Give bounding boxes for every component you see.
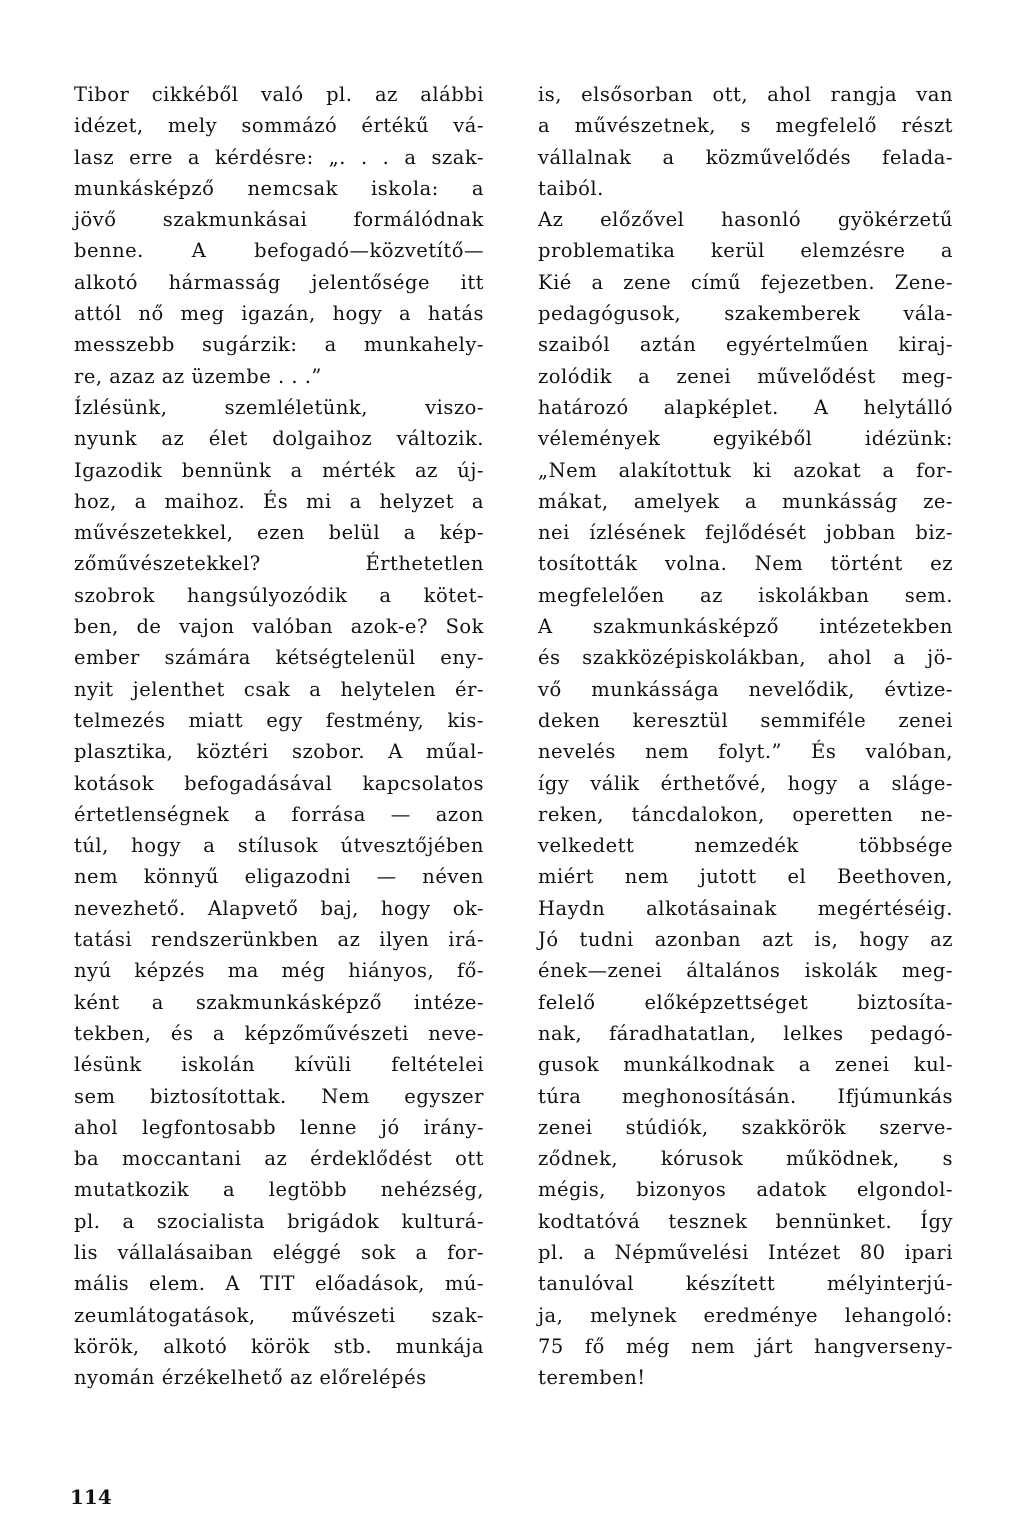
text-line: telmezés miatt egy festmény, kis- [74, 708, 484, 732]
text-line: szobrok hangsúlyozódik a kötet- [74, 583, 484, 607]
page-number: 114 [70, 1485, 112, 1509]
text-line: mutatkozik a legtöbb nehézség, [74, 1178, 484, 1202]
text-line: 75 fő még nem járt hangverseny- [538, 1334, 953, 1358]
text-line: pl. a Népművelési Intézet 80 ipari [538, 1240, 953, 1264]
text-line: tosították volna. Nem történt ez [538, 552, 953, 576]
text-line: nyunk az élet dolgaihoz változik. [74, 427, 484, 451]
text-line: jövő szakmunkásai formálódnak [74, 208, 484, 232]
text-line: nyit jelenthet csak a helytelen ér- [74, 677, 484, 701]
text-line: Tibor cikkéből való pl. az alábbi [74, 83, 484, 106]
text-line: Az előzővel hasonló gyökérzetű [538, 208, 953, 232]
text-line: miért nem jutott el Beethoven, [538, 865, 953, 889]
text-line: ének—zenei általános iskolák meg- [538, 959, 953, 983]
text-line: szaiból aztán egyértelműen kiraj- [538, 333, 953, 357]
text-line: ként a szakmunkásképző intéze- [74, 990, 484, 1014]
text-line: mégis, bizonyos adatok elgondol- [538, 1178, 953, 1202]
text-line: megfelelően az iskolákban sem. [538, 583, 953, 607]
text-line: értetlenségnek a forrása — azon [74, 802, 484, 826]
text-line: mális elem. A TIT előadások, mú- [74, 1272, 484, 1296]
text-line: alkotó hármasság jelentősége itt [74, 270, 484, 294]
left-text-column [74, 79, 484, 1393]
text-line: a művészetnek, s megfelelő részt [538, 114, 953, 138]
text-line: pl. a szocialista brigádok kulturá- [74, 1209, 484, 1233]
text-line: gusok munkálkodnak a zenei kul- [538, 1053, 953, 1077]
text-line: ződnek, kórusok működnek, s [538, 1147, 953, 1171]
text-line: túl, hogy a stílusok útvesztőjében [74, 834, 484, 858]
text-line: így válik érthetővé, hogy a sláge- [538, 771, 953, 795]
text-line: nak, fáradhatatlan, lelkes pedagó- [538, 1021, 953, 1045]
text-line: és szakközépiskolákban, ahol a jö- [538, 646, 953, 670]
text-line: vélemények egyikéből idézünk: [538, 427, 953, 451]
text-line: zolódik a zenei művelődést meg- [538, 364, 953, 388]
text-line: ja, melynek eredménye lehangoló: [538, 1303, 953, 1327]
text-line: teremben! [538, 1366, 646, 1390]
text-line: művészetekkel, ezen belül a kép- [74, 521, 484, 545]
text-line: túra meghonosításán. Ifjúmunkás [538, 1084, 953, 1108]
text-line: deken keresztül semmiféle zenei [538, 708, 953, 732]
text-line: vállalnak a közművelődés felada- [538, 145, 953, 169]
text-line: határozó alapképlet. A helytálló [538, 395, 953, 419]
text-line: Igazodik bennünk a mérték az új- [74, 458, 484, 482]
text-line: pedagógusok, szakemberek vála- [538, 302, 953, 326]
right-text-column [538, 79, 953, 1393]
text-line: vő munkássága nevelődik, évtize- [538, 677, 953, 701]
text-line: lésünk iskolán kívüli feltételei [74, 1053, 484, 1077]
text-line: kodtatóvá tesznek bennünket. Így [538, 1209, 953, 1233]
text-line: nevezhető. Alapvető baj, hogy ok- [74, 896, 484, 920]
text-line: idézet, mely sommázó értékű vá- [74, 114, 484, 138]
text-line: zenei stúdiók, szakkörök szerve- [538, 1115, 953, 1139]
text-line: lis vállalásaiban eléggé sok a for- [74, 1240, 484, 1264]
text-line: nevelés nem folyt.” És valóban, [538, 740, 953, 764]
text-line: lasz erre a kérdésre: „. . . a szak- [74, 145, 484, 169]
text-line: sem biztosítottak. Nem egyszer [74, 1084, 484, 1108]
text-line: felelő előképzettséget biztosíta- [538, 990, 953, 1014]
text-line: tanulóval készített mélyinterjú- [538, 1272, 953, 1296]
text-line: mákat, amelyek a munkásság ze- [538, 489, 953, 513]
text-line: Haydn alkotásainak megértéséig. [538, 896, 953, 920]
text-line: nyomán érzékelhető az előrelépés [74, 1366, 427, 1390]
text-line: plasztika, köztéri szobor. A műal- [74, 740, 484, 764]
text-line: A szakmunkásképző intézetekben [538, 615, 953, 639]
text-line: taiból. [538, 176, 604, 200]
text-line: Jó tudni azonban azt is, hogy az [538, 928, 953, 952]
text-line: reken, táncdalokon, operetten ne- [538, 802, 953, 826]
text-line: nei ízlésének fejlődését jobban biz- [538, 521, 953, 545]
text-line: ba moccantani az érdeklődést ott [74, 1147, 484, 1171]
text-line: „Nem alakítottuk ki azokat a for- [538, 458, 953, 482]
text-line: ben, de vajon valóban azok-e? Sok [74, 615, 484, 639]
text-line: attól nő meg igazán, hogy a hatás [74, 302, 484, 326]
text-line: nem könnyű eligazodni — néven [74, 865, 484, 889]
text-line: velkedett nemzedék többsége [538, 834, 953, 858]
text-line: zőművészetekkel? Érthetetlen [74, 552, 484, 576]
text-line: problematika kerül elemzésre a [538, 239, 953, 263]
text-line: körök, alkotó körök stb. munkája [74, 1334, 484, 1358]
text-line: Ízlésünk, szemléletünk, viszo- [74, 395, 484, 419]
text-line: Kié a zene című fejezetben. Zene- [538, 270, 953, 294]
text-line: ahol legfontosabb lenne jó irány- [74, 1115, 484, 1139]
text-line: kotások befogadásával kapcsolatos [74, 771, 484, 795]
text-line: ember számára kétségtelenül eny- [74, 646, 484, 670]
text-line: hoz, a maihoz. És mi a helyzet a [74, 489, 484, 513]
text-line: re, azaz az üzembe . . .” [74, 364, 322, 388]
text-line: tekben, és a képzőművészeti neve- [74, 1021, 484, 1045]
text-line: is, elsősorban ott, ahol rangja van [538, 83, 953, 106]
text-line: messzebb sugárzik: a munkahely- [74, 333, 484, 357]
text-line: benne. A befogadó—közvetítő— [74, 239, 484, 263]
text-line: tatási rendszerünkben az ilyen irá- [74, 928, 484, 952]
text-line: nyú képzés ma még hiányos, fő- [74, 959, 484, 983]
text-line: munkásképző nemcsak iskola: a [74, 176, 484, 200]
text-line: zeumlátogatások, művészeti szak- [74, 1303, 484, 1327]
